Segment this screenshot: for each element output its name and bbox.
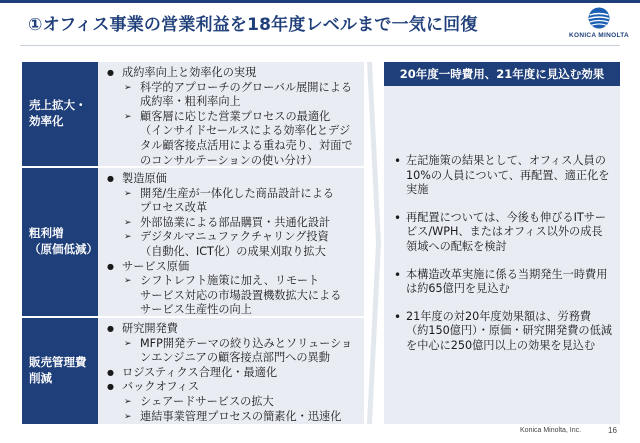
row-label xyxy=(22,168,98,316)
sub-bullet-item: ➢ 科学的アプローチのグローバル展開による xyxy=(104,81,360,96)
sub-bullet-item: （インサイドセールスによる効率化とデジ xyxy=(140,124,351,138)
sub-bullet-item: 成約率・粗利率向上 xyxy=(140,95,241,109)
row-label xyxy=(22,62,98,166)
globe-logo-icon xyxy=(588,7,610,29)
sub-bullet-item: のコンサルテーションの使い分け） xyxy=(140,153,318,167)
effect-bullet xyxy=(394,211,618,255)
title-accent-line xyxy=(0,0,640,3)
row-label-line: 粗利増 xyxy=(29,226,64,241)
sub-bullet-item: ➢ シフトレフト施策に加え、リモート xyxy=(104,274,360,289)
row-body xyxy=(104,66,360,168)
footer-company: Konica Minolta, Inc. xyxy=(520,427,582,434)
row-label-line: 削減 xyxy=(29,371,52,385)
sub-bullet-item: ➢ 顧客層に応じた営業プロセスの最適化 xyxy=(104,110,360,125)
company-logo xyxy=(566,7,632,43)
effect-bullet xyxy=(394,310,618,354)
effect-bullet-line: 実施 xyxy=(406,183,429,197)
bullet-item: ● 製造原価 xyxy=(104,172,360,187)
effect-bullet-line: 10%の人員について、再配置、適正化を xyxy=(406,168,610,182)
row-body xyxy=(104,172,360,318)
effect-bullet-line: ビス/WPH、またはオフィス以外の成長 xyxy=(406,225,603,239)
effect-bullet-line: を中心に250億円以上の効果を見込む xyxy=(406,338,596,352)
row-gross-profit xyxy=(22,168,364,316)
sub-bullet-item: ➢ MFP開発テーマの絞り込みとソリューショ xyxy=(104,337,360,352)
row-label-line: （原価低減） xyxy=(29,242,98,256)
sub-bullet-item: タル顧客接点活用による重ね売り、対面で xyxy=(140,138,353,152)
bullet-item: ● 成約率向上と効率化の実現 xyxy=(104,66,360,81)
effect-bullet xyxy=(394,154,618,198)
effect-bullet-line: 領域への配転を検討 xyxy=(406,239,507,253)
sub-bullet-item: ➢ シェアードサービスの拡大 xyxy=(104,395,360,410)
effect-bullet-line: （約150億円）・原価・研究開発費の低減 xyxy=(406,324,612,338)
sub-bullet-item: サービス対応の市場設置機数拡大による xyxy=(140,288,342,302)
sub-bullet-item: ンエンジニアの顧客接点部門への異動 xyxy=(140,351,330,365)
title-bar xyxy=(0,0,640,50)
logo-wordmark: KONICA MINOLTA xyxy=(568,32,630,39)
effects-list xyxy=(394,154,618,367)
chevron-arrow-icon xyxy=(367,62,381,424)
page-title: ①オフィス事業の営業利益を18年度レベルまで一気に回復 xyxy=(28,15,478,35)
effect-bullet-line: • 21年度の対20年度効果額は、労務費 xyxy=(406,309,592,323)
row-label-line: 販売管理費 xyxy=(29,355,87,370)
sub-bullet-item: ➢ 外部協業による部品購買・共通化設計 xyxy=(104,216,360,231)
page-number: 16 xyxy=(608,426,617,435)
bullet-item: ● ロジスティクス合理化・最適化 xyxy=(104,366,360,381)
row-sga-reduction xyxy=(22,318,364,424)
effects-header: 20年度一時費用、21年度に見込む効果 xyxy=(384,62,620,86)
row-body xyxy=(104,322,360,424)
sub-bullet-item: ➢ 開発/生産が一体化した商品設計による xyxy=(104,187,360,202)
row-label xyxy=(22,318,98,424)
effect-bullet-line: • 本構造改革実施に係る当期発生一時費用 xyxy=(406,267,608,281)
sub-bullet-item: サービス生産性の向上 xyxy=(140,303,252,317)
effect-bullet-line: は約65億円を見込む xyxy=(406,282,510,296)
row-label-line: 効率化 xyxy=(29,114,64,128)
sub-bullet-item: ➢ 連結事業管理プロセスの簡素化・迅速化 xyxy=(104,410,360,425)
row-label-line: 売上拡大・ xyxy=(29,98,87,113)
effect-bullet-line: • 再配置については、今後も伸びるITサー xyxy=(406,210,607,224)
sub-bullet-item: ➢ デジタルマニュファクチャリング投資 xyxy=(104,230,360,245)
row-sales-efficiency xyxy=(22,62,364,166)
title-divider xyxy=(20,45,620,46)
bullet-item: ● 研究開発費 xyxy=(104,322,360,337)
sub-bullet-item: （自動化、ICT化）の成果刈取り拡大 xyxy=(140,244,326,258)
effects-panel xyxy=(384,62,620,424)
bullet-item: ● バックオフィス xyxy=(104,380,360,395)
effect-bullet xyxy=(394,268,618,297)
sub-bullet-item: プロセス改革 xyxy=(140,201,208,215)
effect-bullet-line: • 左記施策の結果として、オフィス人員の xyxy=(406,154,606,167)
bullet-item: ● サービス原価 xyxy=(104,260,360,275)
